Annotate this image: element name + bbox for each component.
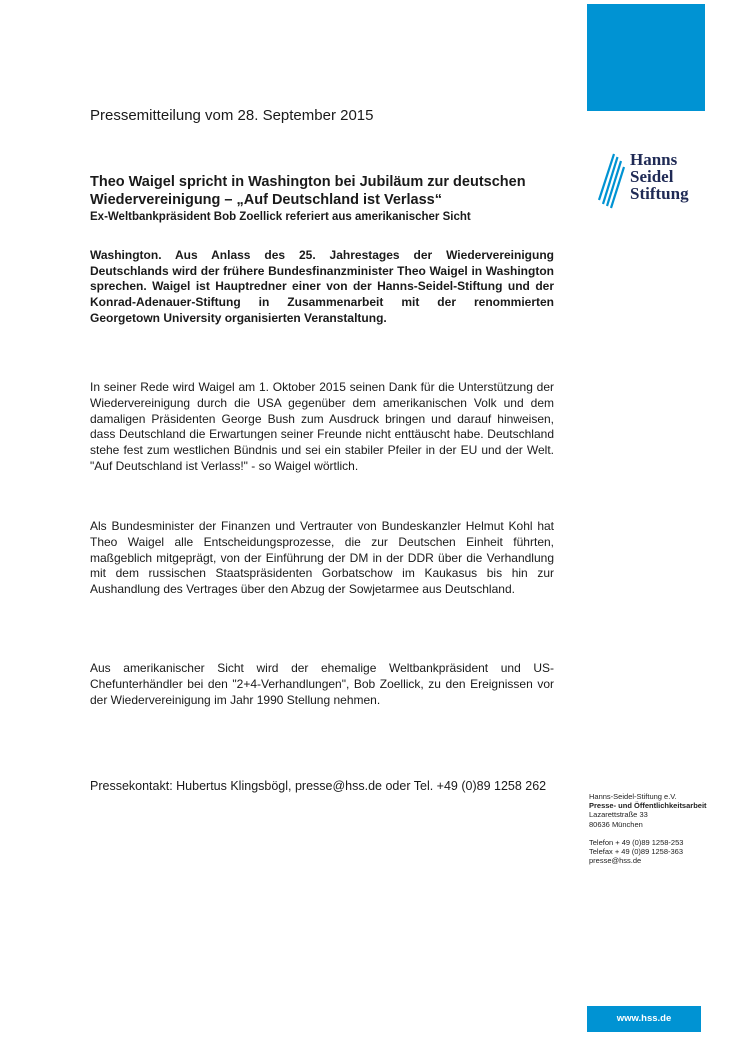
subheadline: Ex-Weltbankpräsident Bob Zoellick referiert aus amerikanischer Sicht [90, 211, 471, 223]
sidebar-fax: Telefax + 49 (0)89 1258-363 [589, 847, 684, 857]
sidebar-phone: Telefon + 49 (0)89 1258-253 [589, 837, 684, 847]
body-paragraph-1: In seiner Rede wird Waigel am 1. Oktober 2015 seinen Dank für die Unterstützung der Wiedervereinigung durch die USA gegenüber dem amerikanischen Volk und dem damaligen Präsidenten George Bush zum Ausdruck bringen und darauf hinweisen, dass Deutschland die Erwartungen seiner Freunde nicht enttäuscht habe. Deutschland stehe fest zum westlichen Bündnis und sei ein stabiler Pfeiler in der EU und der Welt. "Auf Deutschland ist Verlass!" - so Waigel wörtlich. [90, 380, 554, 473]
press-contact: Pressekontakt: Hubertus Klingsbögl, presse@hss.de oder Tel. +49 (0)89 1258 262 [90, 779, 547, 793]
sidebar-spacer [589, 829, 707, 838]
sidebar-city: 80636 München [589, 819, 643, 829]
body-paragraph-3: Aus amerikanischer Sicht wird der ehemalige Weltbankpräsident und US-Chefunterhändler bei den "2+4-Verhandlungen", Bob Zoellick, zu den Ereignissen vor der Wiedervereinigung im Jahr 1990 Stellung nehmen. [90, 661, 554, 707]
logo-wordmark [630, 151, 689, 202]
headline: Theo Waigel spricht in Washington bei Jubiläum zur deutschen Wiedervereinigung – „Auf Deutschland ist Verlass“ [90, 174, 526, 208]
body-paragraph-2: Als Bundesminister der Finanzen und Vertrauter von Bundeskanzler Helmut Kohl hat Theo Waigel alle Entscheidungsprozesse, die zur Deutschen Einheit führten, maßgeblich mitgeprägt, von der Einführung der DM in der DDR über die Verhandlung mit dem russischen Staatspräsidenten Gorbatschow im Kaukasus bis hin zur Aushandlung des Vertrages über den Abzug der Sowjetarmee aus Deutschland. [90, 519, 554, 597]
logo-line-2: Seidel [630, 167, 674, 186]
lead-paragraph: Washington. Aus Anlass des 25. Jahrestages der Wiedervereinigung Deutschlands wird der frühere Bundesfinanzminister Theo Waigel in Washington sprechen. Waigel ist Hauptredner einer von der Hanns-Seidel-Stiftung und der Konrad-Adenauer-Stiftung in Zusammenarbeit mit der renommierten Georgetown University organisierten Veranstaltung. [90, 248, 554, 325]
contact-sidebar [589, 792, 707, 865]
logo-stripes-icon [596, 150, 626, 210]
sidebar-street: Lazarettstraße 33 [589, 810, 648, 820]
brand-color-block [587, 4, 705, 111]
logo-line-1: Hanns [630, 150, 678, 169]
hss-logo [596, 150, 716, 210]
logo-line-3: Stiftung [630, 184, 689, 203]
sidebar-org: Hanns-Seidel-Stiftung e.V. [589, 792, 677, 801]
website-link[interactable]: www.hss.de [587, 1006, 701, 1032]
press-release-date: Pressemitteilung vom 28. September 2015 [90, 107, 374, 124]
sidebar-email[interactable]: presse@hss.de [589, 856, 642, 866]
sidebar-department: Presse- und Öffentlichkeitsarbeit [589, 801, 707, 811]
